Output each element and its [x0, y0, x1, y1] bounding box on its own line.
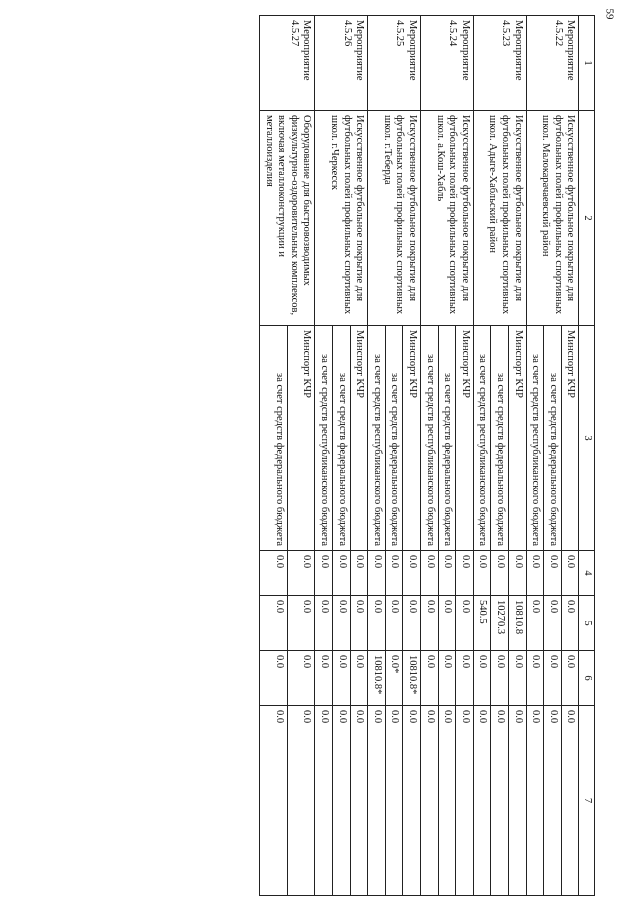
value-cell: 0.0	[421, 651, 439, 706]
funding-source-label: за счет средств федерального бюджета	[260, 326, 288, 551]
value-cell: 0.0	[544, 706, 562, 896]
value-cell: 0.0	[403, 596, 421, 651]
header-cell: 5	[579, 596, 595, 651]
funding-source-label: за счет средств республиканского бюджета	[473, 326, 491, 551]
value-cell: 0.0	[456, 706, 474, 896]
value-cell: 0.0	[421, 551, 439, 596]
value-cell: 0.0	[421, 706, 439, 896]
measure-number: Мероприятие 4.5.24	[421, 16, 474, 111]
value-cell: 0.0	[561, 551, 579, 596]
header-cell: 2	[579, 111, 595, 326]
budget-table	[259, 15, 595, 896]
funding-source-label: за счет средств федерального бюджета	[438, 326, 456, 551]
header-cell: 7	[579, 706, 595, 896]
value-cell: 0.0	[456, 651, 474, 706]
measure-title: Искусственное футбольное покрытие для футбольных полей профильных спортивных школ. г.Черкесск	[315, 111, 368, 326]
value-cell: 0.0	[421, 596, 439, 651]
value-cell: 10810.8	[509, 596, 527, 651]
value-cell: 0.0	[526, 706, 544, 896]
page-number: 59	[603, 8, 616, 20]
measure-title: Искусственное футбольное покрытие для футбольных полей профильных спортивных школ. Адыге-Хабльский район	[473, 111, 526, 326]
measure-number: Мероприятие 4.5.22	[526, 16, 579, 111]
measure-number: Мероприятие 4.5.26	[315, 16, 368, 111]
header-cell: 4	[579, 551, 595, 596]
value-cell: 0.0	[350, 596, 368, 651]
value-cell: 0.0	[287, 706, 315, 896]
value-cell: 0.0	[438, 551, 456, 596]
measure-number: Мероприятие 4.5.23	[473, 16, 526, 111]
value-cell: 0.0	[491, 706, 509, 896]
table-body	[260, 16, 595, 896]
value-cell: 0.0	[260, 551, 288, 596]
measure-executor: Минспорт КЧР	[403, 326, 421, 551]
measure-row	[509, 16, 527, 896]
value-cell: 0.0	[333, 706, 351, 896]
value-cell: 0.0	[526, 651, 544, 706]
value-cell: 0.0	[526, 596, 544, 651]
value-cell: 0.0	[544, 551, 562, 596]
measure-row	[561, 16, 579, 896]
measure-number: Мероприятие 4.5.27	[260, 16, 315, 111]
measure-row	[456, 16, 474, 896]
value-cell: 0.0	[333, 551, 351, 596]
value-cell: 0.0	[368, 596, 386, 651]
value-cell: 0.0	[509, 551, 527, 596]
measure-executor: Минспорт КЧР	[456, 326, 474, 551]
value-cell: 0.0	[287, 651, 315, 706]
measure-executor: Минспорт КЧР	[509, 326, 527, 551]
value-cell: 0.0	[456, 596, 474, 651]
value-cell: 0.0	[561, 651, 579, 706]
funding-source-label: за счет средств федерального бюджета	[491, 326, 509, 551]
value-cell: 0.0	[333, 596, 351, 651]
header-cell: 1	[579, 16, 595, 111]
measure-executor: Минспорт КЧР	[561, 326, 579, 551]
value-cell: 0.0	[385, 551, 403, 596]
funding-source-label: за счет средств республиканского бюджета	[526, 326, 544, 551]
value-cell: 0.0	[287, 551, 315, 596]
value-cell: 0.0	[350, 706, 368, 896]
value-cell: 0.0	[315, 651, 333, 706]
funding-source-label: за счет средств федерального бюджета	[333, 326, 351, 551]
value-cell: 0.0	[403, 551, 421, 596]
value-cell: 0.0	[315, 596, 333, 651]
measure-title: Оборудование для быстровозводимых физкультурно-оздоровительных комплексов, включая металлоконструкции и металлоизделия	[260, 111, 315, 326]
value-cell: 0.0*	[385, 651, 403, 706]
value-cell: 0.0	[260, 651, 288, 706]
value-cell: 0.0	[368, 551, 386, 596]
value-cell: 0.0	[544, 651, 562, 706]
value-cell: 0.0	[385, 706, 403, 896]
value-cell: 540.5	[473, 596, 491, 651]
value-cell: 10810.8*	[403, 651, 421, 706]
measure-executor: Минспорт КЧР	[350, 326, 368, 551]
value-cell: 0.0	[315, 706, 333, 896]
value-cell: 0.0	[333, 651, 351, 706]
value-cell: 0.0	[350, 551, 368, 596]
header-cell: 6	[579, 651, 595, 706]
measure-executor: Минспорт КЧР	[287, 326, 315, 551]
value-cell: 0.0	[260, 596, 288, 651]
value-cell: 0.0	[561, 706, 579, 896]
funding-source-label: за счет средств федерального бюджета	[385, 326, 403, 551]
value-cell: 0.0	[544, 596, 562, 651]
value-cell: 0.0	[287, 596, 315, 651]
measure-row	[403, 16, 421, 896]
value-cell: 0.0	[491, 551, 509, 596]
header-cell: 3	[579, 326, 595, 551]
value-cell: 0.0	[403, 706, 421, 896]
measure-title: Искусственное футбольное покрытие для футбольных полей профильных спортивных школ. г.Теберда	[368, 111, 421, 326]
value-cell: 0.0	[509, 706, 527, 896]
value-cell: 0.0	[350, 651, 368, 706]
header-row	[579, 16, 595, 896]
funding-source-label: за счет средств республиканского бюджета	[421, 326, 439, 551]
value-cell: 0.0	[315, 551, 333, 596]
value-cell: 0.0	[260, 706, 288, 896]
value-cell: 0.0	[438, 706, 456, 896]
value-cell: 0.0	[509, 651, 527, 706]
value-cell: 0.0	[385, 596, 403, 651]
value-cell: 0.0	[368, 706, 386, 896]
funding-source-label: за счет средств республиканского бюджета	[315, 326, 333, 551]
measure-title: Искусственное футбольное покрытие для футбольных полей профильных спортивных школ. Малокарачаевский район	[526, 111, 579, 326]
value-cell: 0.0	[473, 651, 491, 706]
value-cell: 0.0	[526, 551, 544, 596]
value-cell: 0.0	[561, 596, 579, 651]
rotated-page	[55, 15, 595, 895]
value-cell: 10270.3	[491, 596, 509, 651]
measure-number: Мероприятие 4.5.25	[368, 16, 421, 111]
value-cell: 0.0	[473, 706, 491, 896]
value-cell: 0.0	[456, 551, 474, 596]
funding-source-label: за счет средств республиканского бюджета	[368, 326, 386, 551]
value-cell: 0.0	[491, 651, 509, 706]
value-cell: 10810.8*	[368, 651, 386, 706]
value-cell: 0.0	[473, 551, 491, 596]
funding-source-label: за счет средств федерального бюджета	[544, 326, 562, 551]
measure-row	[287, 16, 315, 896]
value-cell: 0.0	[438, 651, 456, 706]
measure-row	[350, 16, 368, 896]
value-cell: 0.0	[438, 596, 456, 651]
measure-title: Искусственное футбольное покрытие для футбольных полей профильных спортивных школ. а.Кош-Хабль	[421, 111, 474, 326]
